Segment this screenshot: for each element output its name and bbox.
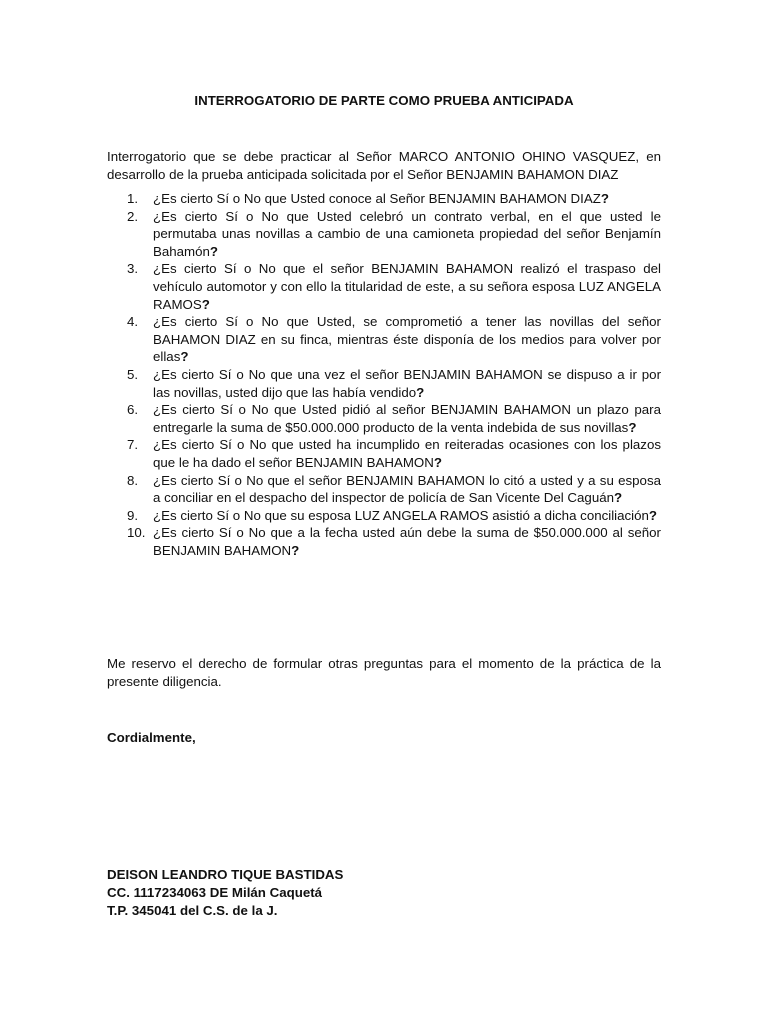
question-item — [107, 472, 661, 507]
question-text: ¿Es cierto Sí o No que el señor BENJAMIN BAHAMON realizó el traspaso del vehículo automotor y con ello la titularidad de este, a su señora esposa LUZ ANGELA RAMOS — [153, 261, 661, 312]
question-text: ¿Es cierto Sí o No que usted ha incumplido en reiteradas ocasiones con los plazos que le ha dado el señor BENJAMIN BAHAMON — [153, 437, 661, 470]
question-item — [107, 401, 661, 436]
question-number: 1. — [127, 191, 139, 206]
question-item — [107, 190, 661, 208]
question-text: ¿Es cierto Sí o No que Usted, se comprometió a tener las novillas del señor BAHAMON DIAZ en su finca, mientras éste disponía de los medios para volver por ellas — [153, 314, 661, 365]
question-text: ¿Es cierto Sí o No que el señor BENJAMIN BAHAMON lo citó a usted y a su esposa a conciliar en el despacho del inspector de policía de San Vicente Del Caguán — [153, 472, 661, 506]
question-item — [107, 313, 661, 366]
question-text: ¿Es cierto Sí o No que su esposa LUZ ANGELA RAMOS asistió a dicha conciliación — [153, 507, 649, 523]
question-text: ¿Es cierto Sí o No que Usted pidió al señor BENJAMIN BAHAMON un plazo para entregarle la suma de $50.000.000 producto de la venta indebida de sus novillas — [153, 402, 661, 435]
question-item — [107, 507, 661, 525]
question-mark: ? — [209, 243, 219, 259]
question-number: 8. — [127, 472, 139, 488]
intro-paragraph: Interrogatorio que se debe practicar al Señor MARCO ANTONIO OHINO VASQUEZ, en desarrollo de la prueba anticipada solicitada por el Señor BENJAMIN BAHAMON DIAZ — [107, 149, 661, 182]
question-mark: ? — [180, 349, 189, 365]
reserve-paragraph: Me reservo el derecho de formular otras preguntas para el momento de la práctica de la presente diligencia. — [107, 656, 661, 689]
signer-name: DEISON LEANDRO TIQUE BASTIDAS — [107, 867, 344, 882]
closing-salutation: Cordialmente, — [107, 730, 196, 745]
question-number: 10. — [127, 525, 146, 541]
question-text: ¿Es cierto Sí o No que Usted conoce al Señor BENJAMIN BAHAMON DIAZ — [153, 191, 601, 206]
question-number: 7. — [127, 437, 139, 453]
question-mark: ? — [628, 419, 637, 435]
question-mark: ? — [433, 454, 442, 470]
document-title: INTERROGATORIO DE PARTE COMO PRUEBA ANTICIPADA — [194, 93, 574, 108]
question-item — [107, 208, 661, 261]
question-mark: ? — [600, 191, 609, 206]
signature-block — [107, 866, 343, 920]
question-item — [107, 260, 661, 313]
question-mark: ? — [614, 490, 623, 506]
question-number: 4. — [127, 314, 139, 330]
question-number: 6. — [127, 402, 139, 418]
question-item — [107, 436, 661, 471]
signer-id: CC. 1117234063 DE Milán Caquetá — [107, 885, 323, 900]
question-mark: ? — [648, 507, 658, 523]
question-item — [107, 366, 661, 401]
question-text: ¿Es cierto Sí o No que a la fecha usted aún debe la suma de $50.000.000 al señor BENJAMIN BAHAMON — [153, 525, 661, 558]
question-item — [107, 524, 661, 559]
question-mark: ? — [291, 542, 300, 558]
questions-list — [107, 190, 661, 559]
question-text: ¿Es cierto Sí o No que una vez el señor BENJAMIN BAHAMON se dispuso a ir por las novillas, usted dijo que las había vendido — [153, 366, 661, 400]
question-mark: ? — [416, 384, 425, 400]
question-number: 9. — [127, 507, 139, 523]
question-text: ¿Es cierto Sí o No que Usted celebró un contrato verbal, en el que usted le permutaba unas novillas a cambio de una camioneta propiedad del señor Benjamín Bahamón — [153, 208, 661, 259]
signer-professional-card: T.P. 345041 del C.S. de la J. — [107, 903, 278, 918]
question-number: 3. — [127, 261, 139, 277]
question-number: 2. — [127, 208, 139, 224]
question-number: 5. — [127, 366, 139, 382]
question-mark: ? — [201, 296, 210, 312]
